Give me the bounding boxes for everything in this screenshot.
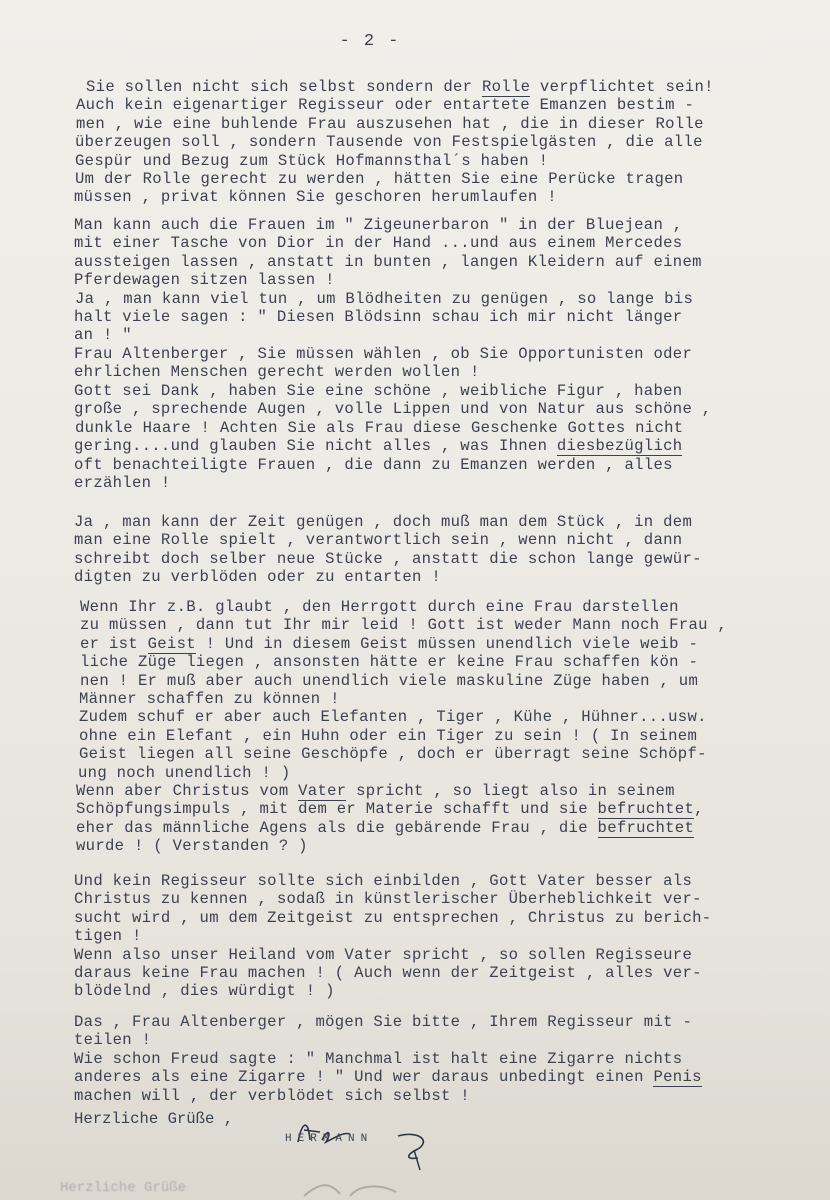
text-line: Geist liegen all seine Geschöpfe , doch er überragt seine Schöpf- [79,745,707,764]
text-line: Um der Rolle gerecht zu werden , hätten Sie eine Perücke tragen [75,170,684,188]
underlined-word: diesbezüglich [556,437,683,456]
text-line: Ja , man kann viel tun , um Blödheiten zu genügen , so lange bis [75,289,694,308]
text-line: Auch kein eigenartiger Regisseur oder entartete Emanzen bestim - [76,96,695,115]
text-line: blödelnd , dies würdigt ! ) [74,982,335,1001]
text-line: an ! " [74,326,132,345]
text-line: überzeugen soll , sondern Tausende von Festspielgästen , die alle [75,133,703,152]
text-line: halt viele sagen : " Diesen Blödsinn schau ich mir nicht länger [74,308,683,326]
bleed-through-text: Herzliche Grüße [60,1180,187,1196]
text-line: dunkle Haare ! Achten Sie als Frau diese Geschenke Gottes nicht [75,418,684,437]
text-line: Ja , man kann der Zeit genügen , doch muß man dem Stück , in dem [74,513,693,531]
text-line: ung noch unendlich ! ) [78,763,291,782]
text-line: Gespür und Bezug zum Stück Hofmannsthal´s haben ! [75,151,549,170]
underlined-word: befruchtet [597,818,695,837]
bleed-through-signature [300,1178,420,1200]
text-line: Man kann auch die Frauen im " Zigeunerbaron " in der Bluejean , [74,216,683,234]
text-line: nen ! Er muß aber auch unendlich viele maskuline Züge haben , um [80,671,699,690]
text-line: ohne ein Elefant , ein Huhn oder ein Tiger zu sein ! ( In seinem [79,726,698,745]
text-line: Gott sei Dank , haben Sie eine schöne , weibliche Figur , haben [74,382,683,400]
text-line: Wenn aber Christus vom Vater spricht , so liegt also in seinem [76,782,675,800]
text-line: machen will , der verblödet sich selbst ! [74,1086,470,1105]
text-line: Wie schon Freud sagte : " Manchmal ist halt eine Zigarre nichts [74,1049,683,1068]
text-line: zu müssen , dann tut Ihr mir leid ! Gott ist weder Mann noch Frau , [80,616,728,635]
text-line: gering....und glauben Sie nicht alles , was Ihnen diesbezüglich [74,437,683,456]
text-line: aussteigen lassen , anstatt in bunten , langen Kleidern auf einem [74,252,702,271]
text-line: teilen ! [74,1031,152,1050]
text-line: Schöpfungsimpuls , mit dem er Materie schafft und sie befruchtet, [76,800,704,819]
text-line: eher das männliche Agens als die gebärende Frau , die befruchtet [76,818,695,837]
text-line: liche Züge liegen , ansonsten hätte er keine Frau schaffen kön - [80,653,699,672]
text-line: man eine Rolle spielt , verantwortlich sein , wenn nicht , dann [74,531,683,550]
text-line: tigen ! [74,927,142,946]
text-line: er ist Geist ! Und in diesem Geist müssen unendlich viele weib - [80,634,699,653]
text-line: Wenn Ihr z.B. glaubt , den Herrgott durch eine Frau darstellen [80,598,679,616]
text-line: müssen , privat können Sie geschoren herumlaufen ! [74,188,557,207]
text-line: anderes als eine Zigarre ! " Und wer daraus unbedingt einen Penis [74,1068,702,1087]
text-line: Christus zu kennen , sodaß in künstlerischer Überheblichkeit ver- [74,890,702,909]
text-line: Pferdewagen sitzen lassen ! [74,271,335,290]
text-line: ehrlichen Menschen gerecht werden wollen ! [74,363,480,382]
text-line: mit einer Tasche von Dior in der Hand ...und aus einem Mercedes [74,234,683,253]
text-line: daraus keine Frau machen ! ( Auch wenn der Zeitgeist , alles ver- [74,964,702,982]
text-line: Männer schaffen zu können ! [79,690,340,708]
text-line: große , sprechende Augen , volle Lippen und von Natur aus schöne , [74,400,712,419]
text-line: Und kein Regisseur sollte sich einbilden , Gott Vater besser als [74,872,693,890]
page-number: - 2 - [339,32,401,51]
underlined-word: Penis [653,1068,702,1087]
underlined-word: Geist [147,634,196,653]
text-line: Zudem schuf er aber auch Elefanten , Tiger , Kühe , Hühner...usw. [79,708,707,727]
underlined-word: Rolle [481,78,531,96]
text-line: Das , Frau Altenberger , mögen Sie bitte , Ihrem Regisseur mit - [74,1013,693,1031]
text-line: Sie sollen nicht sich selbst sondern der Rolle verpflichtet sein! [86,78,714,96]
text-line: men , wie eine buhlende Frau auszusehen hat , die in dieser Rolle [76,114,704,133]
text-line: schreibt doch selber neue Stücke , anstatt die schon lange gewür- [74,549,702,568]
text-line: oft benachteiligte Frauen , die dann zu Emanzen werden , alles [74,455,673,474]
text-line: sucht wird , um dem Zeitgeist zu entsprechen , Christus zu berich- [74,908,712,927]
underlined-word: Vater [298,782,347,800]
text-line: digten zu verblöden oder zu entarten ! [74,568,441,587]
text-line: Frau Altenberger , Sie müssen wählen , ob Sie Opportunisten oder [74,344,693,363]
text-line: wurde ! ( Verstanden ? ) [76,837,308,856]
underlined-word: befruchtet [597,800,695,819]
signature-typed-name: HERMANN [285,1133,374,1145]
text-line: erzählen ! [74,474,171,492]
closing-greeting: Herzliche Grüße , [74,1110,234,1128]
text-line: Wenn also unser Heiland vom Vater spricht , so sollen Regisseure [74,945,693,964]
